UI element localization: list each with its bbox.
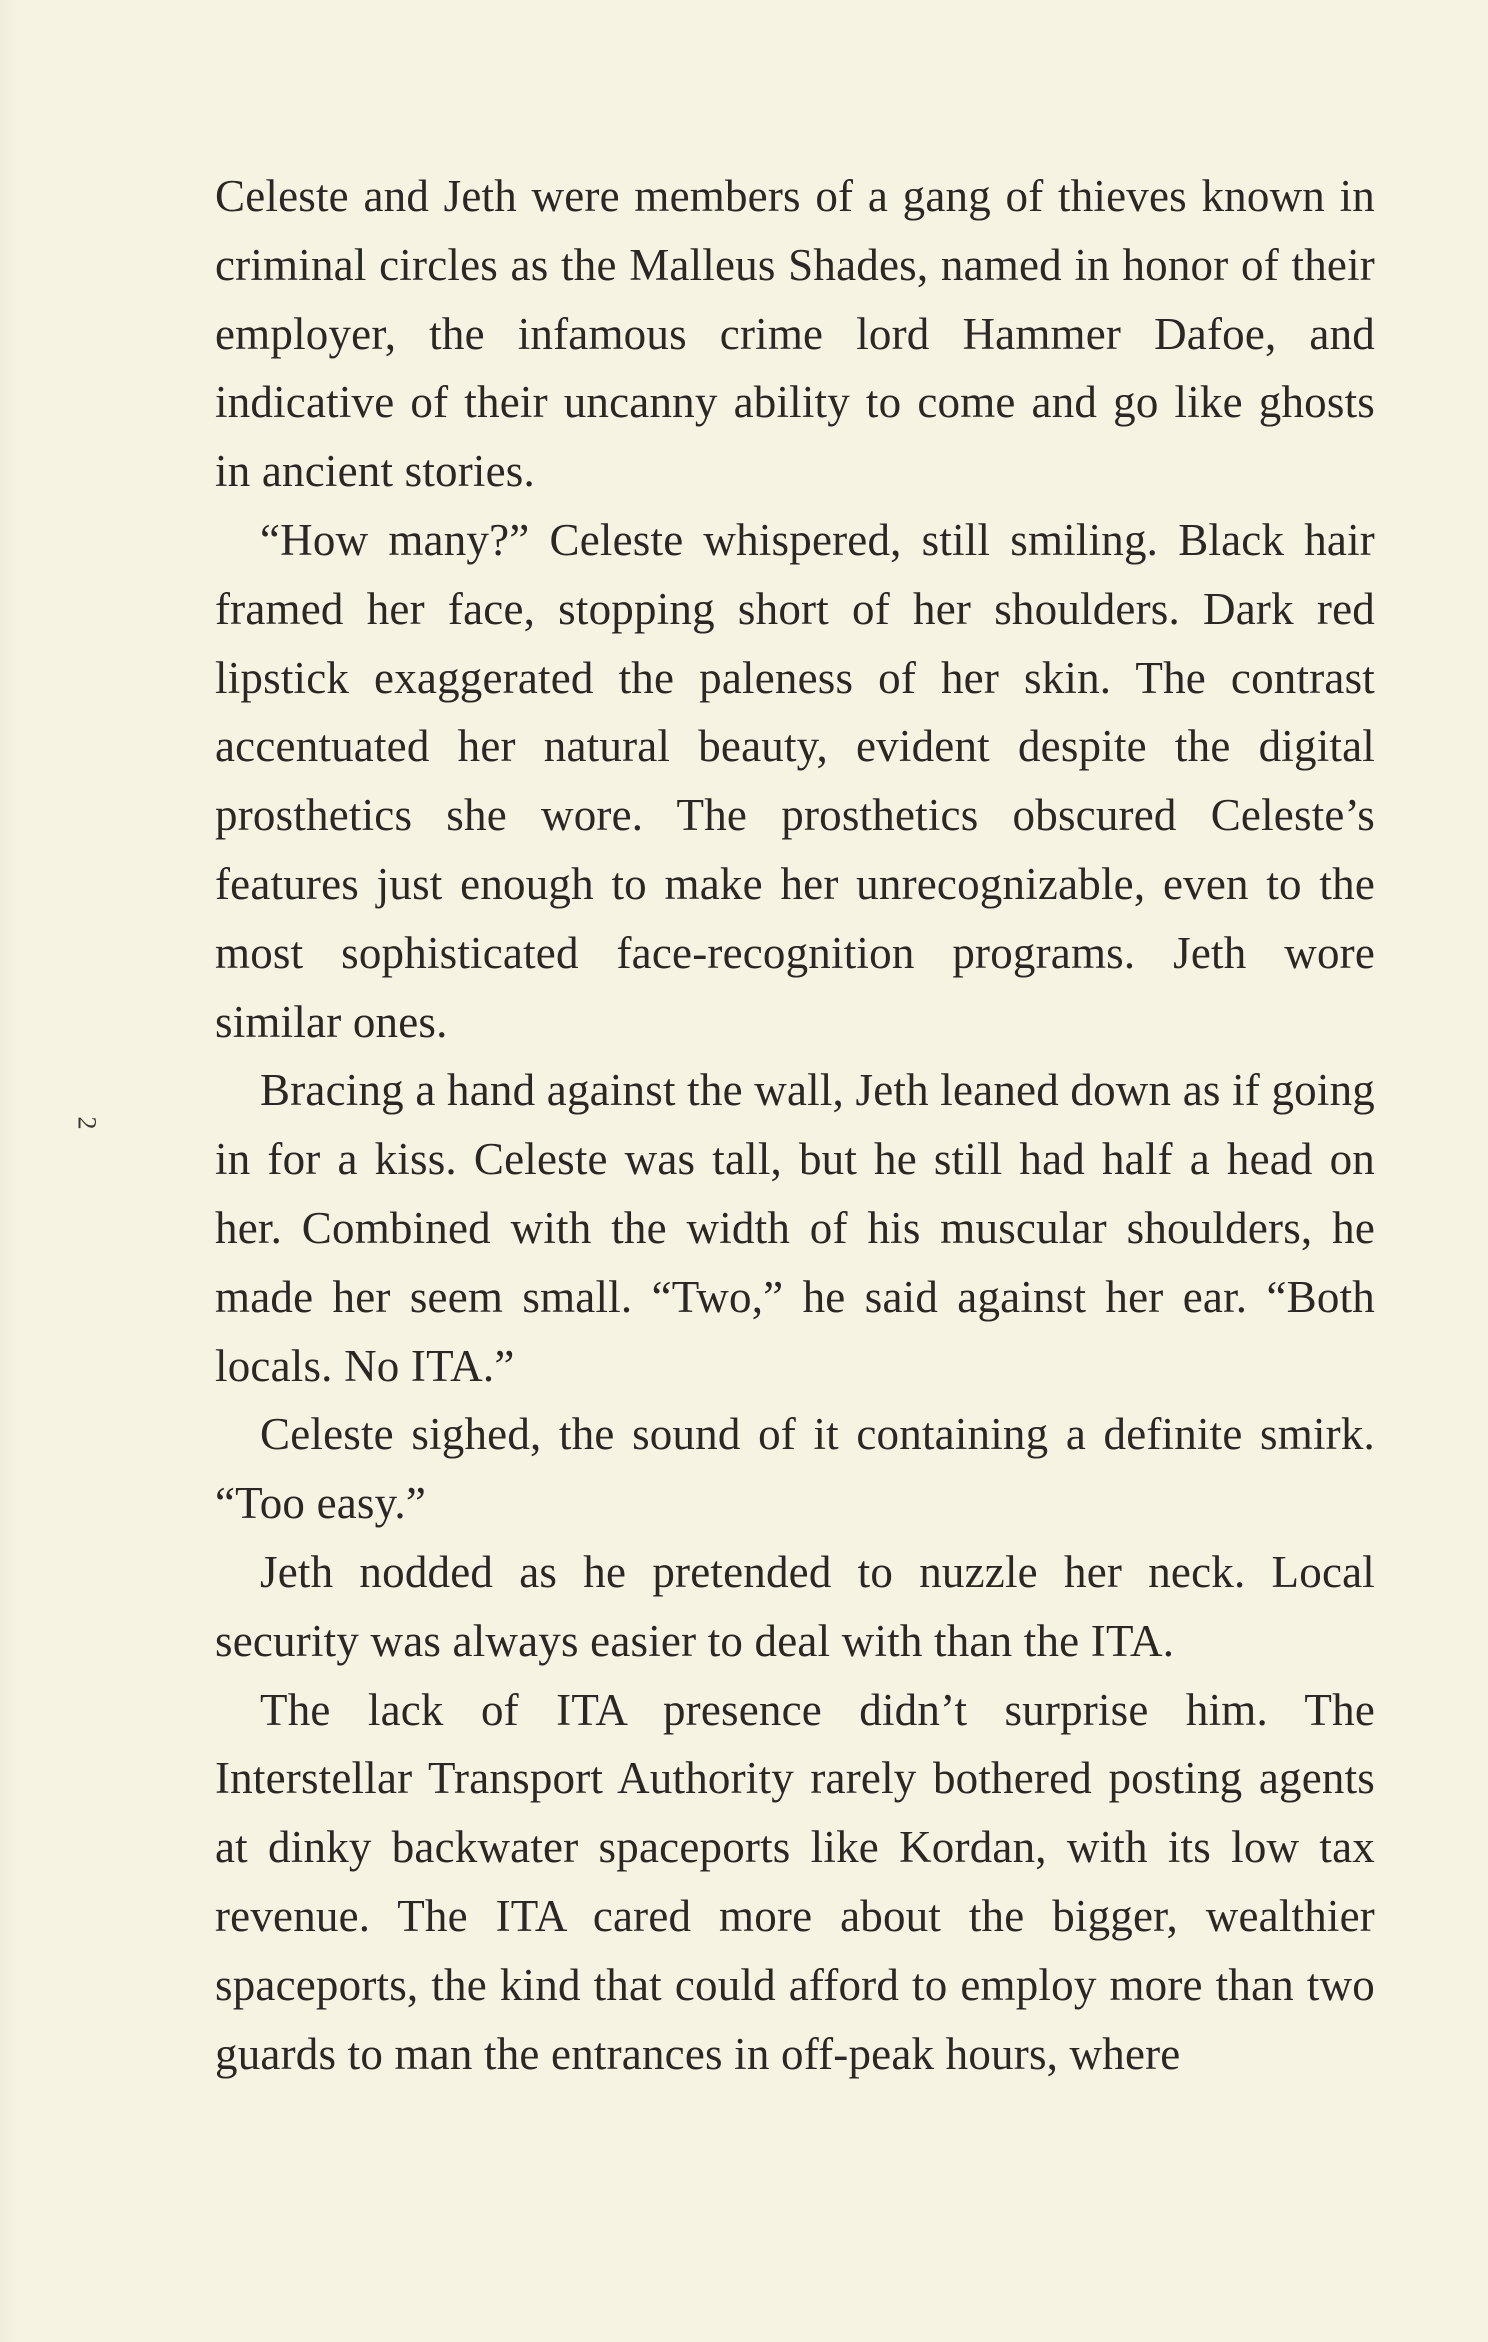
paragraph-4: Celeste sighed, the sound of it containing a definite smirk. “Too easy.”	[215, 1409, 1375, 1529]
paragraph-6: The lack of ITA presence didn’t surprise him. The Interstellar Transport Authority rarely bothered posting agents at dinky backwater spaceports like Kordan, with its low tax revenue. The ITA cared more about the bigger, wealthier spaceports, the kind that could afford to employ more than two guards to man the entrances in off-peak hours, where	[215, 1684, 1375, 2079]
paragraph-5: Jeth nodded as he pretended to nuzzle her neck. Local security was always easier to deal with than the ITA.	[215, 1546, 1375, 1666]
body-text	[215, 162, 1375, 2088]
page-number: 2	[72, 1116, 102, 1130]
paragraph-2: “How many?” Celeste whispered, still smiling. Black hair framed her face, stopping short of her shoulders. Dark red lipstick exaggerated the paleness of her skin. The contrast accentuated her natural beauty, evident despite the digital prosthetics she wore. The prosthetics obscured Celeste’s features just enough to make her unrecognizable, even to the most sophisticated face-recognition programs. Jeth wore similar ones.	[215, 514, 1375, 1047]
paragraph-3: Bracing a hand against the wall, Jeth leaned down as if going in for a kiss. Celeste was tall, but he still had half a head on her. Combined with the width of his muscular shoulders, he made her seem small. “Two,” he said against her ear. “Both locals. No ITA.”	[215, 1065, 1375, 1391]
paragraph-1: Celeste and Jeth were members of a gang of thieves known in criminal circles as the Malleus Shades, named in honor of their employer, the infamous crime lord Hammer Dafoe, and indicative of their uncanny ability to come and go like ghosts in ancient stories.	[215, 171, 1375, 497]
